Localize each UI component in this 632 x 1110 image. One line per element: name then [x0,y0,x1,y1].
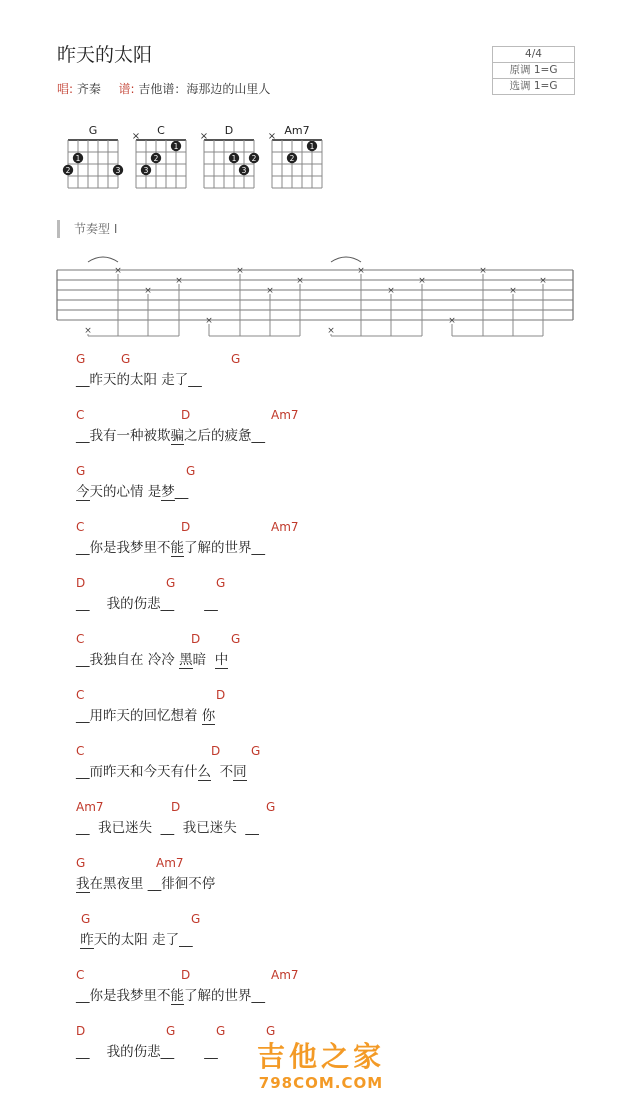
finger-number: 3 [115,166,121,175]
rhythm-tab [0,250,632,340]
strum-x-mark: × [144,286,152,296]
chord-label: Am7 [76,800,104,814]
underlined-syllable: 中 [215,648,229,669]
finger-number: 2 [251,154,257,163]
original-key: 原调 1=G [493,62,574,78]
chord-diagram-name: Am7 [284,124,310,137]
lyric-segment: __ [76,372,90,388]
strum-x-mark: × [418,276,426,286]
strum-x-mark: × [205,316,213,326]
lyric-segment: 不 [211,764,234,780]
lyric-segment: __ 我已迷失 __ 我已迷失 __ [76,820,259,836]
lyric-segment: 在黑夜里 __徘徊不停 [89,876,216,892]
strum-x-mark: × [175,276,183,286]
tie-arc [331,257,361,262]
chord-label: C [76,744,85,758]
chord-diagrams [0,118,632,198]
tie-arc [88,257,118,262]
finger-number: 2 [65,166,71,175]
underlined-syllable: 黑 [179,648,193,669]
chord-label: C [76,520,85,534]
strum-x-mark: × [84,326,92,336]
chord-diagram-d[interactable] [200,124,259,188]
watermark-url: 798COM.COM [258,1074,384,1092]
chord-label: G [231,352,241,366]
chord-label: Am7 [271,520,299,534]
underlined-syllable: 能 [171,536,185,557]
finger-number: 2 [153,154,159,163]
chord-label: G [231,632,241,646]
finger-number: 1 [231,154,237,163]
chord-diagram-name: D [224,124,234,137]
chord-label: G [186,464,196,478]
chord-diagram-g[interactable] [63,124,123,188]
lyric-segment: 了解的世界__ [184,540,265,556]
chord-label: Am7 [156,856,184,870]
chord-label: G [76,352,86,366]
chord-label: C [76,632,85,646]
rhythm-pattern-label: 节奏型 I [57,220,117,238]
singer-name[interactable]: 齐秦 [76,82,101,96]
chord-label: D [171,800,181,814]
song-title: 昨天的太阳 [57,44,153,66]
chord-label: C [76,688,85,702]
chord-label: G [191,912,201,926]
chord-label: D [76,1024,86,1038]
watermark-logo [246,1040,396,1092]
chord-label: G [121,352,131,366]
strum-x-mark: × [539,276,547,286]
lyric-segment: 昨天的太阳 走了__ [89,372,202,388]
finger-number: 3 [143,166,149,175]
lyric-segment: __你是我梦里不 [76,540,171,556]
time-signature: 4/4 [525,48,542,60]
underlined-syllable: 你 [202,704,216,725]
lyric-segment: __ 我的伤悲__ __ [76,1044,218,1060]
finger-number: 1 [309,142,315,151]
lyric-segment: 了解的世界__ [184,988,265,1004]
strum-x-mark: × [509,286,517,296]
strum-x-mark: × [479,266,487,276]
lyric-segment: 天的心情 是 [89,484,162,500]
underlined-syllable: 我 [76,872,90,893]
finger-number: 1 [173,142,179,151]
chord-diagram-name: G [88,124,98,137]
strum-x-mark: × [296,276,304,286]
chord-label: G [166,576,176,590]
lyric-segment: __ 我的伤悲__ __ [76,596,218,612]
chord-label: G [266,1024,276,1038]
chord-label: D [181,520,191,534]
chord-label: C [76,408,85,422]
lyric-segment: __我独自在 冷冷 [76,652,180,668]
chord-label: D [211,744,221,758]
lyric-segment: __你是我梦里不 [76,988,171,1004]
chord-label: D [181,408,191,422]
lyric-segment: __而昨天和今天有什 [76,764,198,780]
chord-diagram-am7[interactable] [268,124,322,188]
lyric-segment: 天的太阳 走了__ [93,932,193,948]
strum-x-mark: × [114,266,122,276]
chord-label: D [216,688,226,702]
chord-label: G [166,1024,176,1038]
chord-label: G [266,800,276,814]
strum-x-mark: × [387,286,395,296]
chord-label: Am7 [271,408,299,422]
finger-number: 1 [75,154,81,163]
lyric-segment: 暗 [192,652,215,668]
underlined-syllable: 能 [171,984,185,1005]
strum-x-mark: × [236,266,244,276]
lyric-segment: __用昨天的回忆想着 [76,708,202,724]
chord-label: G [251,744,261,758]
key-info-box [492,46,575,95]
singer-label: 唱: [57,82,74,96]
lyric-segment: 之后的疲惫__ [184,428,265,444]
selected-key[interactable]: 选调 1=G [493,78,574,94]
muted-string-mark: × [131,131,141,142]
watermark-title: 吉他之家 [256,1040,385,1073]
chord-label: D [76,576,86,590]
chord-label: G [216,1024,226,1038]
underlined-syllable: 骗 [171,424,185,445]
underlined-syllable: 同 [233,760,247,781]
chord-label: G [81,912,91,926]
underlined-syllable: 梦 [161,480,175,501]
score-label: 谱: [118,82,135,96]
song-meta [57,80,270,97]
strum-x-mark: × [357,266,365,276]
chord-diagram-name: C [157,124,165,137]
strum-x-mark: × [448,316,456,326]
lyric-segment: __ [174,484,189,500]
chord-diagram-c[interactable] [132,124,186,188]
chord-label: G [216,576,226,590]
underlined-syllable: 昨 [80,928,94,949]
chord-label: G [76,464,86,478]
finger-number: 2 [289,154,295,163]
underlined-syllable: 么 [198,760,212,781]
muted-string-mark: × [199,131,209,142]
chord-label: Am7 [271,968,299,982]
finger-number: 3 [241,166,247,175]
lyric-segment: __我有一种被欺 [76,428,171,444]
chord-label: D [181,968,191,982]
chord-label: G [76,856,86,870]
chord-label: D [191,632,201,646]
strum-x-mark: × [327,326,335,336]
underlined-syllable: 今 [76,480,90,501]
score-author[interactable]: 吉他谱：海那边的山里人 [138,82,271,96]
strum-x-mark: × [266,286,274,296]
chord-label: C [76,968,85,982]
muted-string-mark: × [267,131,277,142]
